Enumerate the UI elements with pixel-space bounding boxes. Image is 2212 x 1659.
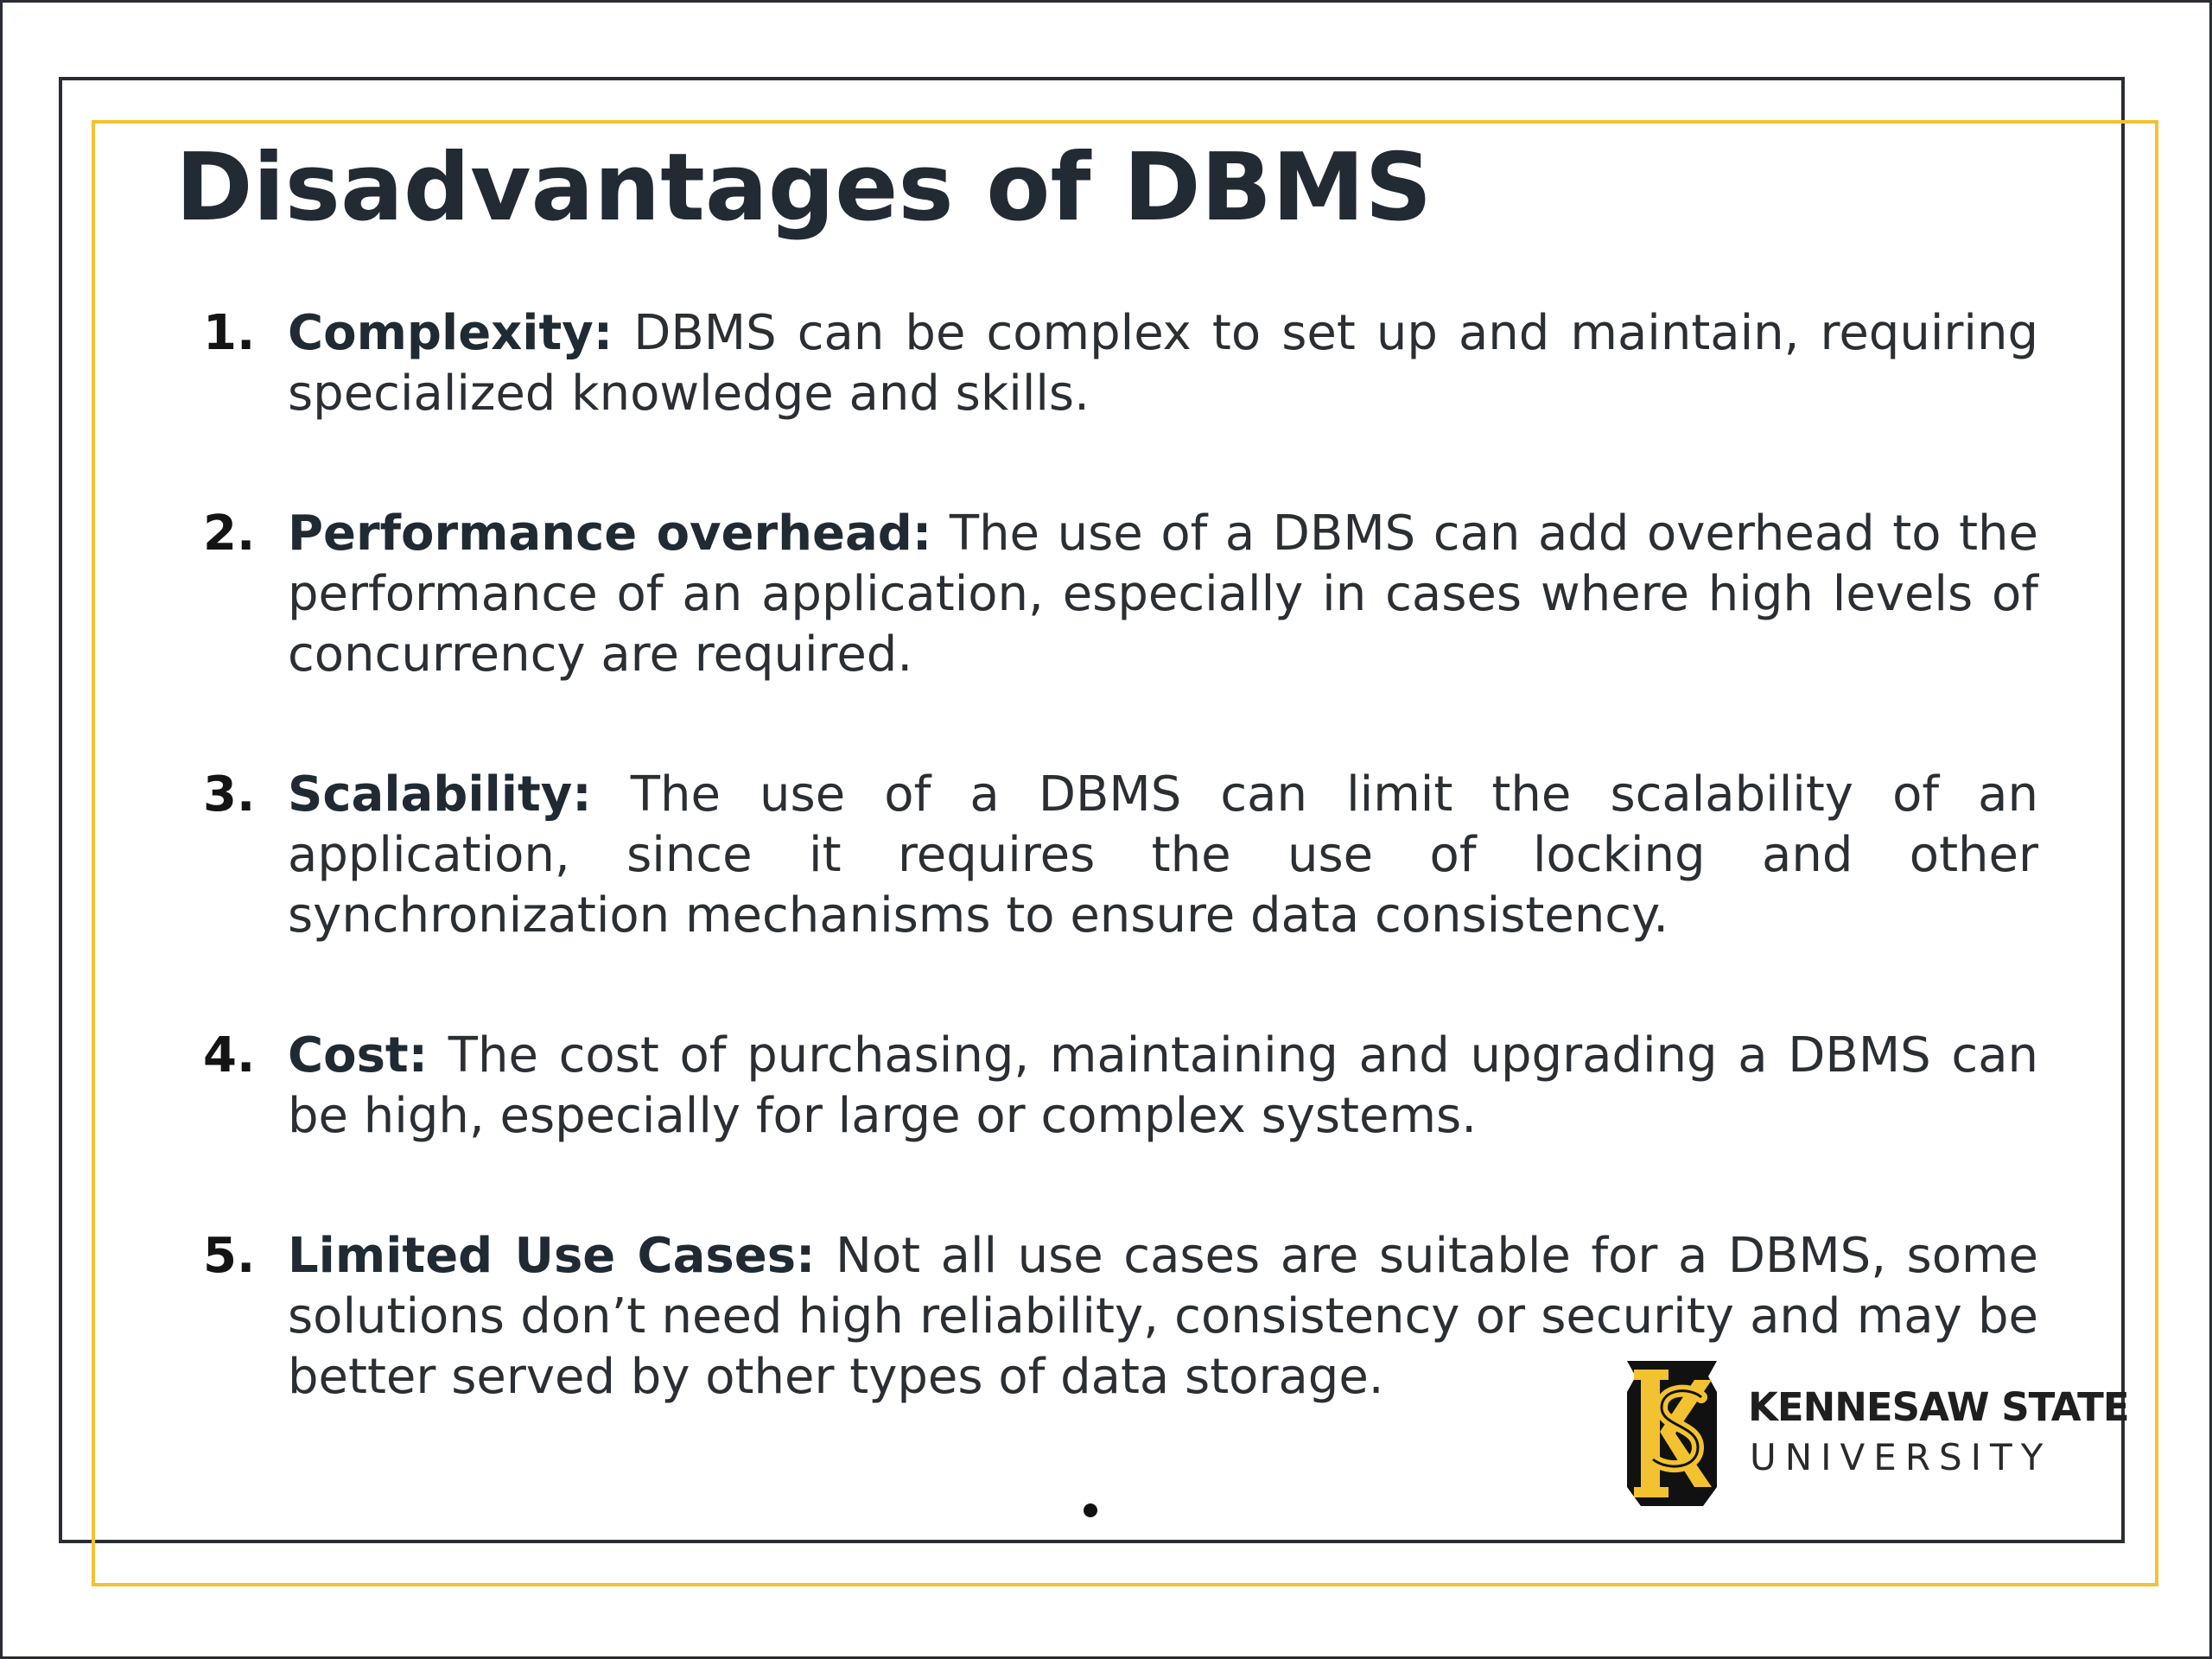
item-text: The use of a DBMS can add overhead to the performance of an application, especially in cases where high levels of concurrency are required. [288,505,2039,683]
item-number: 1. [203,305,256,361]
item-text: Not all use cases are suitable for a DBMS, some solutions don’t need high reliability, consistency or security and may be better served by other types of data storage. [288,1228,2038,1405]
item-number: 2. [203,505,256,562]
list-item [203,504,2038,685]
ks-monogram-icon [1611,1357,1732,1510]
logo-text-line1: KENNESAW STATE [1748,1384,2129,1430]
list-item [203,765,2038,946]
slide-title: Disadvantages of DBMS [175,134,1433,242]
logo-text-line2: UNIVERSITY [1750,1436,2052,1478]
slide-dot [1084,1503,1097,1517]
item-term: Limited Use Cases: [288,1228,816,1284]
item-text: The use of a DBMS can limit the scalability of an application, since it requires the use of locking and other synchronization mechanisms to ensure data consistency. [288,766,2038,944]
item-text: The cost of purchasing, maintaining and upgrading a DBMS can be high, especially for large or complex systems. [288,1027,2038,1144]
item-text: DBMS can be complex to set up and maintain, requiring specialized knowledge and skills. [288,305,2038,422]
item-number: 4. [203,1027,256,1084]
list-item [203,1026,2038,1147]
item-term: Scalability: [288,766,592,823]
list-item [203,303,2038,424]
item-number: 3. [203,766,256,823]
item-number: 5. [203,1228,256,1284]
disadvantages-list [203,303,2038,1487]
item-term: Performance overhead: [288,505,932,562]
item-term: Cost: [288,1027,429,1084]
item-term: Complexity: [288,305,613,361]
university-logo [1611,1357,2129,1510]
